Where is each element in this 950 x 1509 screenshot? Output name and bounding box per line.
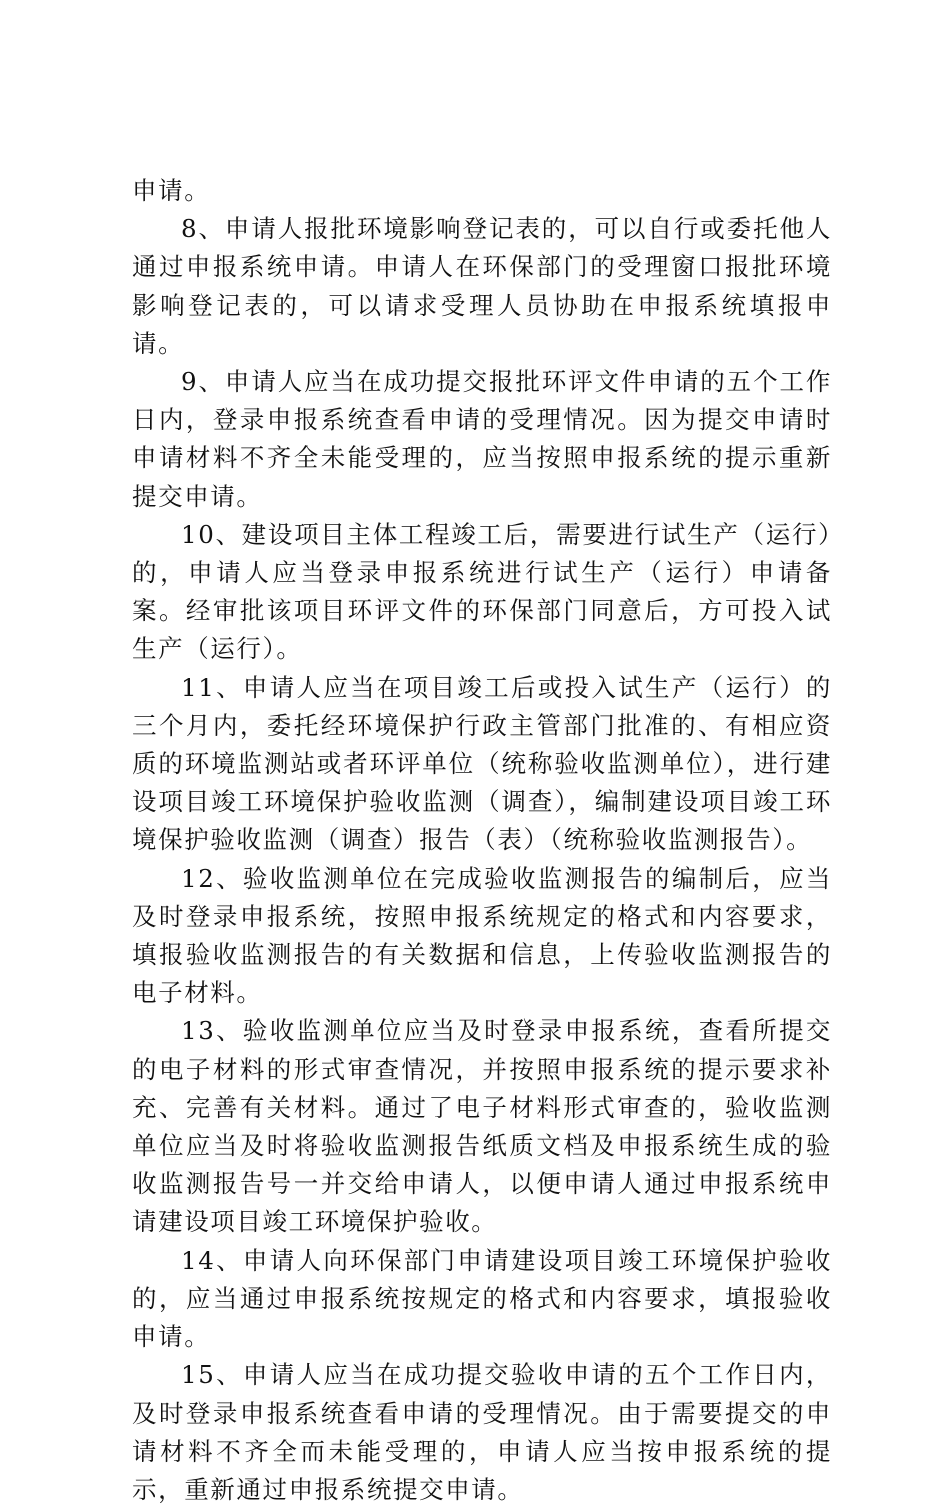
paragraph-13: 13、验收监测单位应当及时登录申报系统，查看所提交的电子材料的形式审查情况，并按照申报系统的提示要求补充、完善有关材料。通过了电子材料形式审查的，验收监测单位应当及时将验收监测报告纸质文档及申报系统生成的验收监测报告号一并交给申请人，以便申请人通过申报系统申请建设项目竣工环境保护验收。 <box>132 1016 832 1237</box>
paragraph-8: 8、申请人报批环境影响登记表的，可以自行或委托他人通过申报系统申请。申请人在环保部门的受理窗口报批环境影响登记表的，可以请求受理人员协助在申报系统填报申请。 <box>132 214 832 358</box>
paragraph-12: 12、验收监测单位在完成验收监测报告的编制后，应当及时登录申报系统，按照申报系统规定的格式和内容要求，填报验收监测报告的有关数据和信息，上传验收监测报告的电子材料。 <box>132 863 832 1008</box>
paragraph-11: 11、申请人应当在项目竣工后或投入试生产（运行）的三个月内，委托经环境保护行政主管部门批准的、有相应资质的环境监测站或者环评单位（统称验收监测单位），进行建设项目竣工环境保护验收监测（调查），编制建设项目竣工环境保护验收监测（调查）报告（表）（统称验收监测报告）。 <box>132 672 832 855</box>
paragraph-14: 14、申请人向环保部门申请建设项目竣工环境保护验收的，应当通过申报系统按规定的格式和内容要求，填报验收申请。 <box>132 1245 832 1352</box>
paragraph-15: 15、申请人应当在成功提交验收申请的五个工作日内，及时登录申报系统查看申请的受理情况。由于需要提交的申请材料不齐全而未能受理的，申请人应当按申报系统的提示，重新通过申报系统提交申请。 <box>132 1360 832 1504</box>
paragraph-10: 10、建设项目主体工程竣工后，需要进行试生产（运行）的，申请人应当登录申报系统进行试生产（运行）申请备案。经审批该项目环评文件的环保部门同意后，方可投入试生产（运行）。 <box>132 519 832 664</box>
document-body <box>132 172 832 1509</box>
paragraph-continuation: 申请。 <box>132 176 211 205</box>
paragraph-9: 9、申请人应当在成功提交报批环评文件申请的五个工作日内，登录申报系统查看申请的受理情况。因为提交申请时申请材料不齐全未能受理的，应当按照申报系统的提示重新提交申请。 <box>132 367 832 511</box>
